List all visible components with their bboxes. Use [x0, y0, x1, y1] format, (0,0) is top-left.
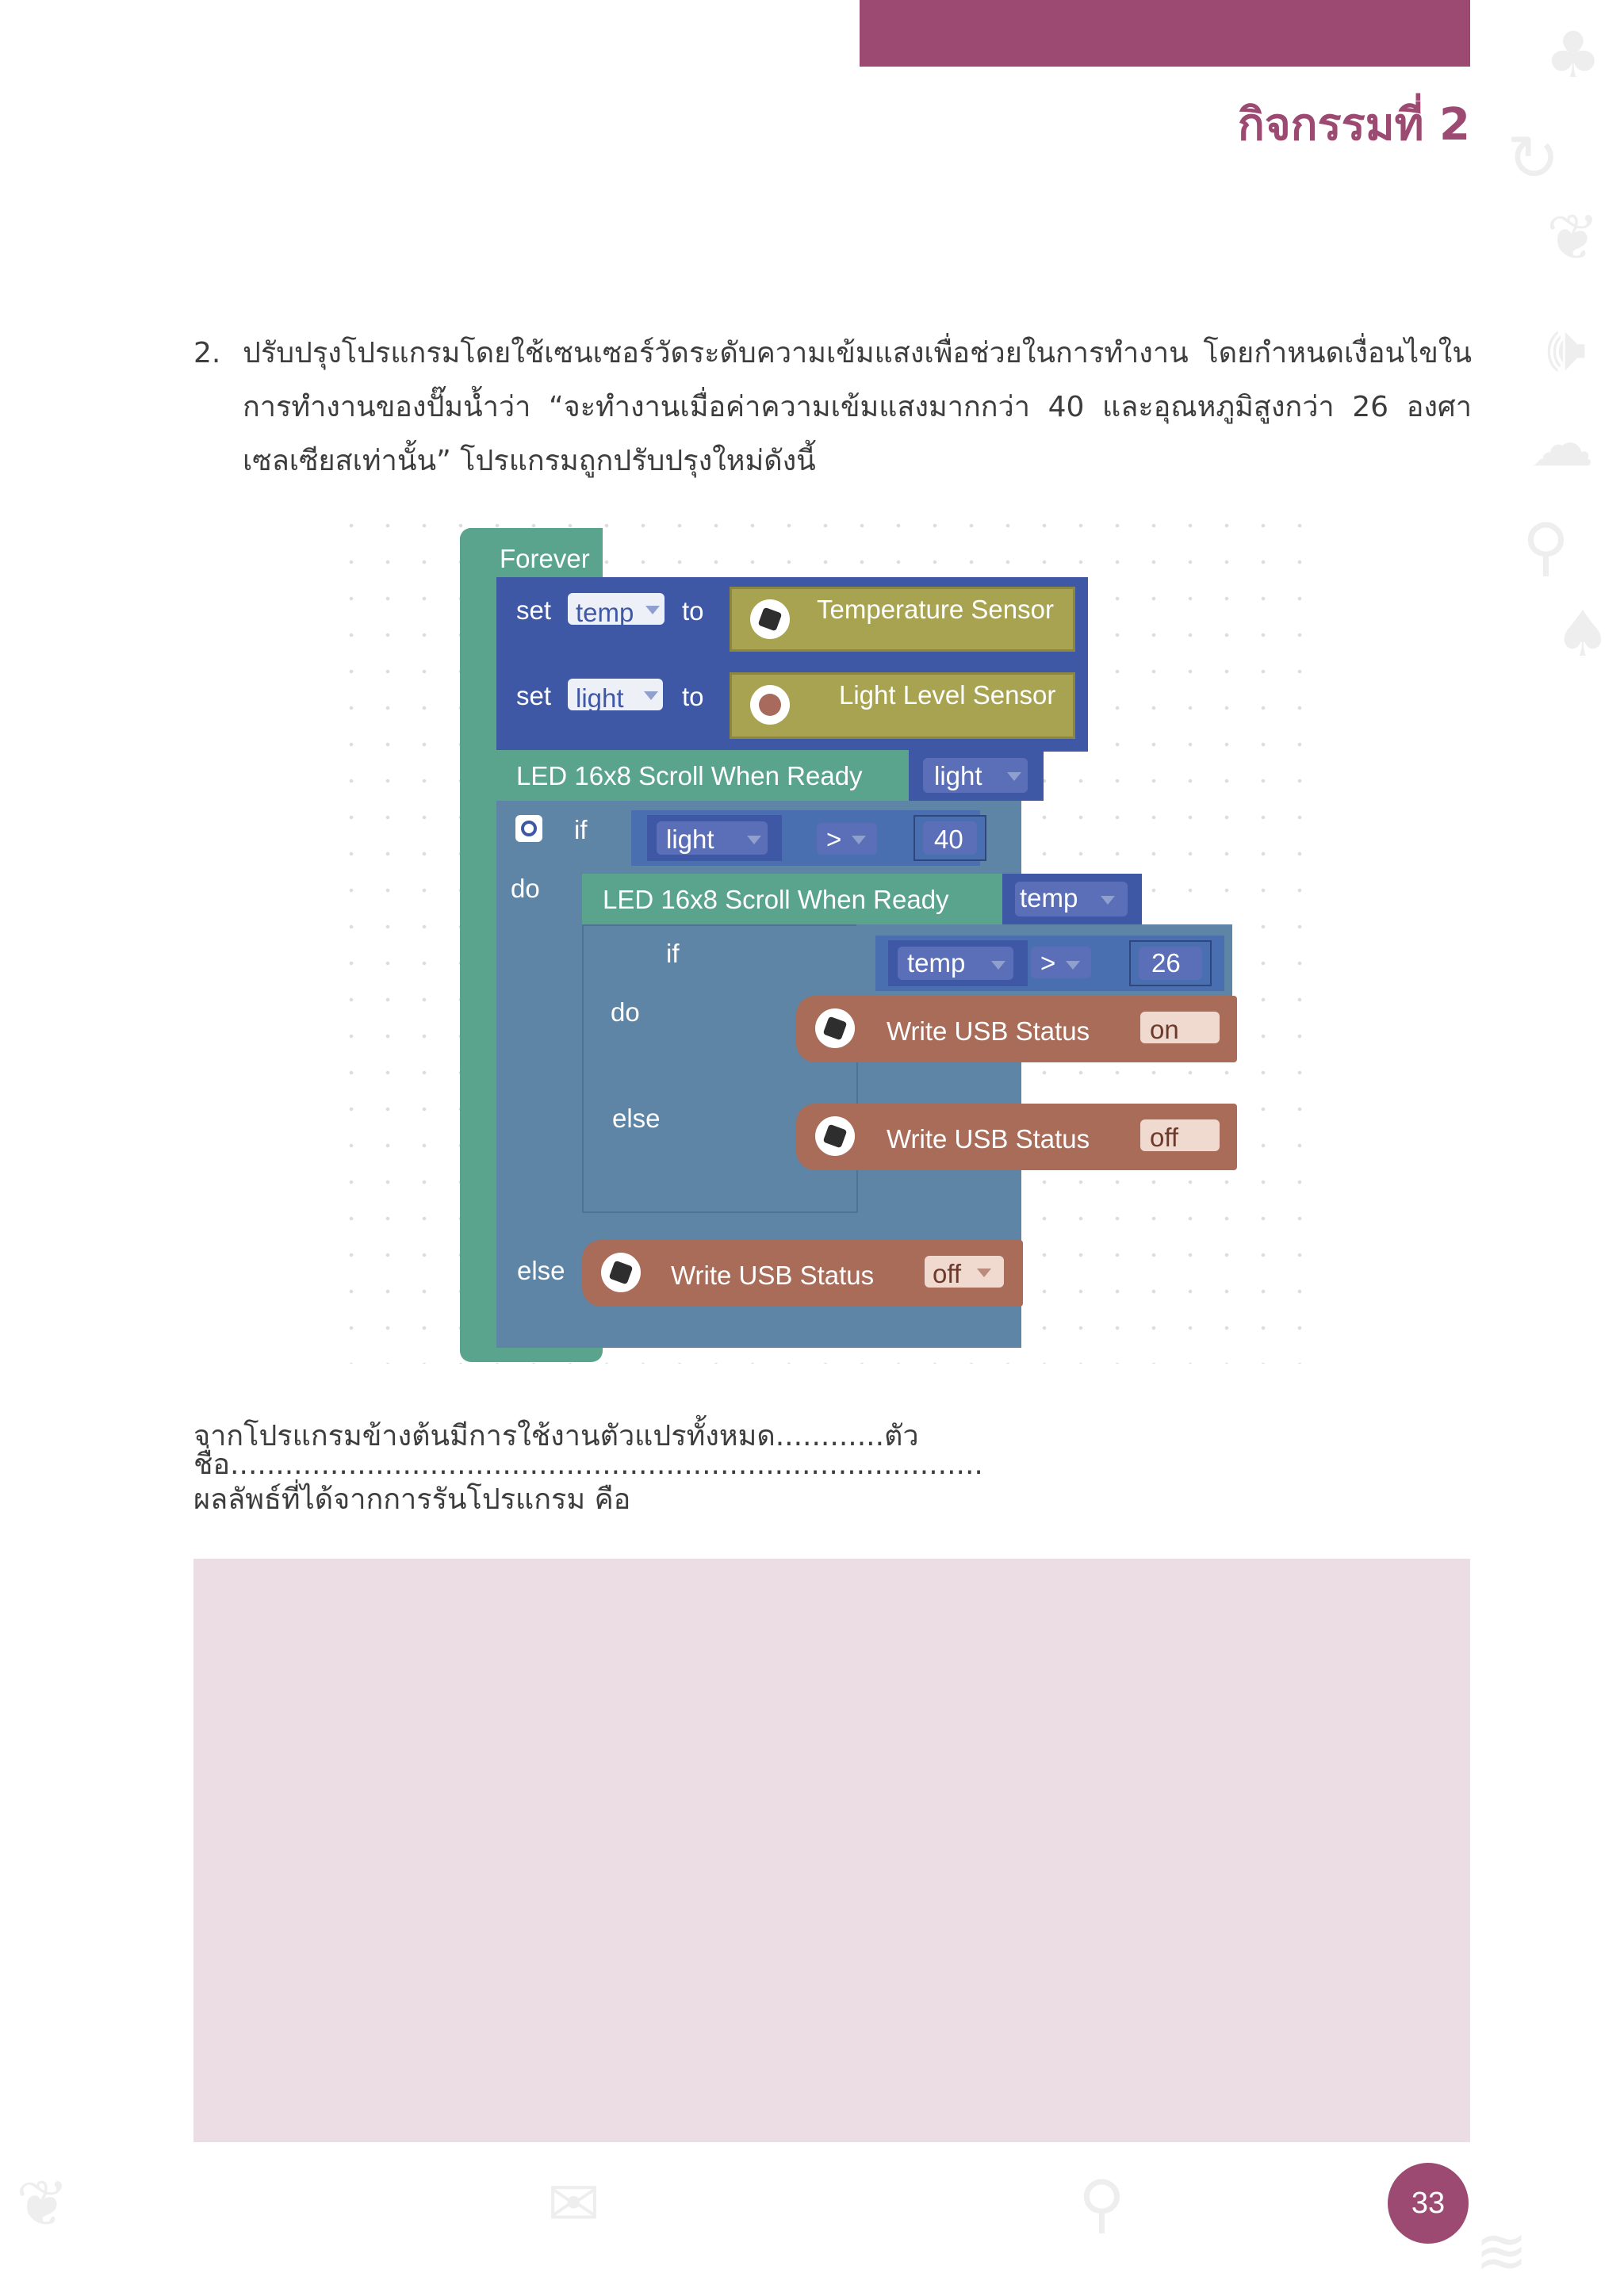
- temp-var-label: temp: [576, 598, 634, 627]
- led-scroll-light-label: LED 16x8 Scroll When Ready: [516, 761, 863, 790]
- answer-box[interactable]: [193, 1559, 1470, 2142]
- chevron-down-icon: [644, 691, 658, 700]
- leaf-icon: ❦: [16, 2167, 70, 2241]
- pin-icon: ⚲: [1522, 510, 1569, 584]
- set-light-keyword: set: [516, 681, 552, 710]
- refresh-icon: ↻: [1507, 121, 1561, 195]
- instruction-text: ปรับปรุงโปรแกรมโดยใช้เซนเซอร์วัดระดับความเข้มแสงเพื่อช่วยในการทำงาน โดยกำหนดเงื่อนไขในการทำงานของปั๊มน้ำว่า “จะทำงานเมื่อค่าความเข้มแสงมากกว่า 40 และอุณหภูมิสูงกว่า 26 องศาเซลเซียสเท่านั้น” โปรแกรมถูกปรับปรุงใหม่ดังนี้: [243, 337, 1472, 477]
- forever-label: Forever: [500, 544, 590, 573]
- cloud-upload-icon: ☁: [1530, 407, 1594, 480]
- number-26-label: 26: [1151, 948, 1181, 978]
- if-temp-do: do: [611, 997, 640, 1027]
- if-light-else: else: [517, 1256, 565, 1285]
- block-workspace: [333, 507, 1316, 1364]
- set-light-to: to: [682, 682, 704, 711]
- usb-on-value: on: [1150, 1015, 1179, 1044]
- tree-icon: ♠: [1554, 597, 1611, 671]
- chevron-down-icon: [991, 961, 1005, 970]
- gear-icon[interactable]: [515, 815, 542, 842]
- write-usb-off-outer-label: Write USB Status: [671, 1261, 875, 1290]
- light-sensor-icon: [750, 685, 790, 725]
- light-sensor-label: Light Level Sensor: [839, 680, 1056, 710]
- compare-op-label: >: [826, 825, 842, 854]
- chevron-down-icon: [1007, 772, 1021, 781]
- activity-title: กิจกรรมที่ 2: [1237, 99, 1470, 151]
- compare-temp-op-label: >: [1040, 948, 1056, 978]
- chevron-down-icon: [1101, 896, 1115, 905]
- set-temp-keyword: set: [516, 595, 552, 625]
- usb-off-outer-value: off: [933, 1259, 962, 1288]
- temperature-sensor-icon: [750, 599, 790, 639]
- page-number: 33: [1388, 2163, 1469, 2244]
- if-temp-keyword: if: [666, 939, 680, 968]
- chevron-down-icon: [1066, 961, 1080, 970]
- wifi-icon: ≋: [1475, 2214, 1529, 2288]
- usb-chip-icon: [815, 1116, 855, 1156]
- temperature-sensor-label: Temperature Sensor: [817, 595, 1054, 624]
- if-temp-else: else: [612, 1104, 661, 1133]
- leaf-icon: ❦: [1546, 201, 1600, 274]
- chevron-down-icon: [977, 1269, 991, 1277]
- led-light-var-label: light: [934, 761, 982, 790]
- usb-off-inner-value: off: [1150, 1123, 1179, 1152]
- search-icon: ⚲: [1078, 2167, 1125, 2241]
- if-light-do: do: [511, 874, 540, 903]
- tree-icon: ♣: [1545, 18, 1602, 92]
- chevron-down-icon: [645, 606, 660, 614]
- compare-light-var-label: light: [666, 825, 714, 854]
- usb-chip-icon: [815, 1008, 855, 1048]
- speaker-icon: 🕪: [1546, 312, 1587, 385]
- set-temp-to: to: [682, 596, 704, 626]
- write-usb-off-inner-label: Write USB Status: [887, 1124, 1090, 1154]
- led-temp-var-label: temp: [1020, 883, 1078, 913]
- question-variables: จากโปรแกรมข้างต้นมีการใช้งานตัวแปรทั้งหมด............ตัว ชื่อ...................................................................................: [193, 1420, 983, 1481]
- instruction-number: 2.: [193, 337, 221, 369]
- led-scroll-temp-label: LED 16x8 Scroll When Ready: [603, 885, 949, 914]
- question-result: ผลลัพธ์ที่ได้จากการรันโปรแกรม คือ: [193, 1483, 631, 1516]
- chevron-down-icon: [852, 836, 866, 844]
- number-40-label: 40: [934, 825, 963, 854]
- header-color-bar: [860, 0, 1470, 67]
- instruction-paragraph: [193, 327, 1472, 488]
- usb-chip-icon: [601, 1253, 641, 1292]
- light-var-label: light: [576, 683, 624, 713]
- if-light-keyword: if: [574, 815, 588, 844]
- chevron-down-icon: [747, 836, 761, 844]
- write-usb-on-label: Write USB Status: [887, 1016, 1090, 1046]
- compare-temp-var-label: temp: [907, 948, 966, 978]
- envelope-icon: ✉: [547, 2167, 601, 2241]
